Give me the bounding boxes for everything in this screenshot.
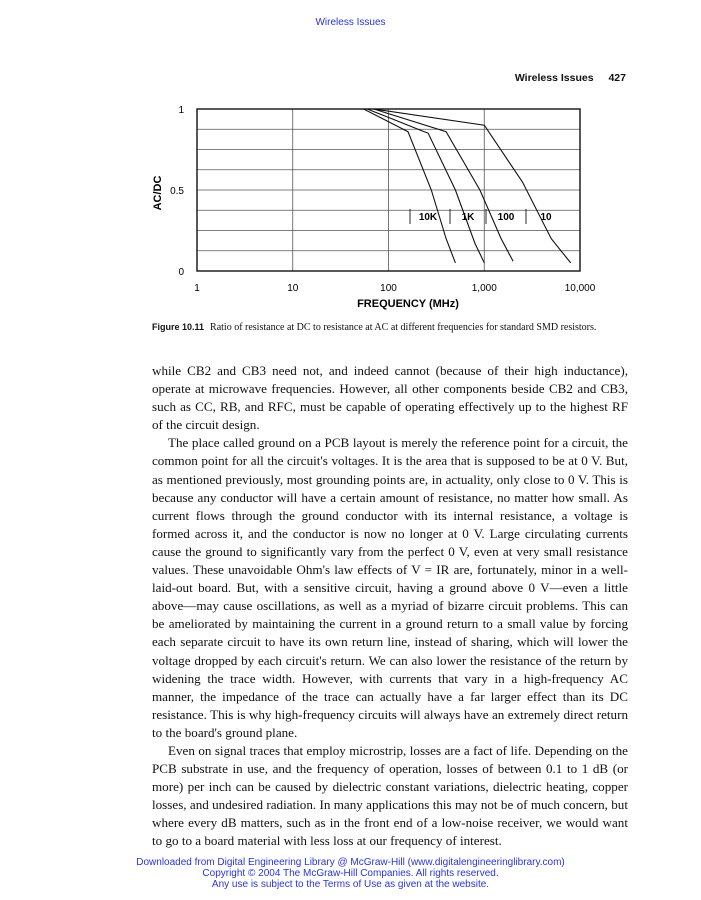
x-tick-label: 100 <box>380 283 397 294</box>
series-line-100 <box>197 109 513 261</box>
y-axis-label: AC/DC <box>152 175 164 211</box>
footer-terms-link[interactable]: Any use is subject to the Terms of Use as given at the website. <box>211 879 490 890</box>
caption-text: Ratio of resistance at DC to resistance at AC at different frequencies for standard SMD resistors. <box>210 322 597 333</box>
footer-copyright: Copyright © 2004 The McGraw-Hill Companies. All rights reserved. <box>202 868 499 879</box>
y-tick-label: 0.5 <box>170 186 184 197</box>
section-title: Wireless Issues <box>514 72 594 84</box>
x-tick-label: 10 <box>287 283 299 294</box>
paragraph-2: The place called ground on a PCB layout is merely the reference point for a circuit, the common point for all the circuit's voltages. It is the area that is supposed to be at 0 V. But, as mentioned previously, most grounding points are, in actuality, only close to 0 V. This is because any conductor will have a certain amount of resistance, no matter how small. As current flows through the ground conductor with its internal resistance, a voltage is formed across it, and the conductor is now no longer at 0 V. Large circulating currents cause the ground to significantly vary from the perfect 0 V, even at very small resistance values. These unavoidable Ohm's law effects of V = IR are, fortunately, minor in a well-laid-out board. But, with a sensitive circuit, having a ground above 0 V—even a little above—may cause oscillations, as well as a myriad of bizarre circuit problems. This can be ameliorated by maintaining the current in a ground return to a small value by forcing each separate circuit to have its own return line, instead of sharing, which will lower the voltage dropped by each circuit's return. We can also lower the resistance of the return by widening the trace width. However, with currents that vary in a high-frequency AC manner, the impedance of the trace can actually have a far larger effect than its DC resistance. This is why high-frequency circuits will always have an extremely direct return to the board's ground plane. <box>152 435 628 740</box>
x-tick-label: 1 <box>194 283 200 294</box>
series-label-1k: 1K <box>461 212 475 223</box>
x-tick-label: 10,000 <box>564 283 596 294</box>
chart-series <box>197 109 571 263</box>
series-line-1k <box>197 109 484 263</box>
chart <box>140 100 640 312</box>
body-text <box>152 362 628 851</box>
series-line-10k <box>197 109 455 263</box>
series-label-100: 100 <box>497 212 515 223</box>
footer <box>0 857 701 890</box>
x-tick-label: 1,000 <box>471 283 497 294</box>
figure-label: Figure 10.11 <box>152 322 205 332</box>
series-line-10 <box>197 109 571 263</box>
paragraph-1: while CB2 and CB3 need not, and indeed cannot (because of their high inductance), operate at microwave frequencies. However, all other components beside CB2 and CB3, such as CC, RB, and RFC, must be capable of operating effectively up to the highest RF of the circuit design. <box>152 363 628 433</box>
top-link[interactable]: Wireless Issues <box>315 17 386 28</box>
footer-download-link[interactable]: Downloaded from Digital Engineering Library @ McGraw-Hill (www.digitalengineeringlibrary.com) <box>136 857 565 868</box>
series-label-10: 10 <box>540 212 552 223</box>
series-label-10k: 10K <box>418 212 438 223</box>
chart-grid <box>197 109 580 271</box>
x-axis-label: FREQUENCY (MHz) <box>357 298 459 310</box>
figure-caption <box>152 321 632 334</box>
page-number: 427 <box>608 72 626 84</box>
running-head <box>515 72 626 84</box>
y-tick-label: 1 <box>178 105 184 116</box>
paragraph-3: Even on signal traces that employ microstrip, losses are a fact of life. Depending on the PCB substrate in use, and the frequency of operation, losses of between 0.1 to 1 dB (or more) per inch can be caused by dielectric constant variations, dielectric heating, copper losses, and undesired radiation. In many applications this may not be of much concern, but where every dB matters, such as in the front end of a low-noise receiver, we would want to go to a board material with less loss at our frequency of interest. <box>152 742 628 849</box>
y-tick-label: 0 <box>178 267 184 278</box>
